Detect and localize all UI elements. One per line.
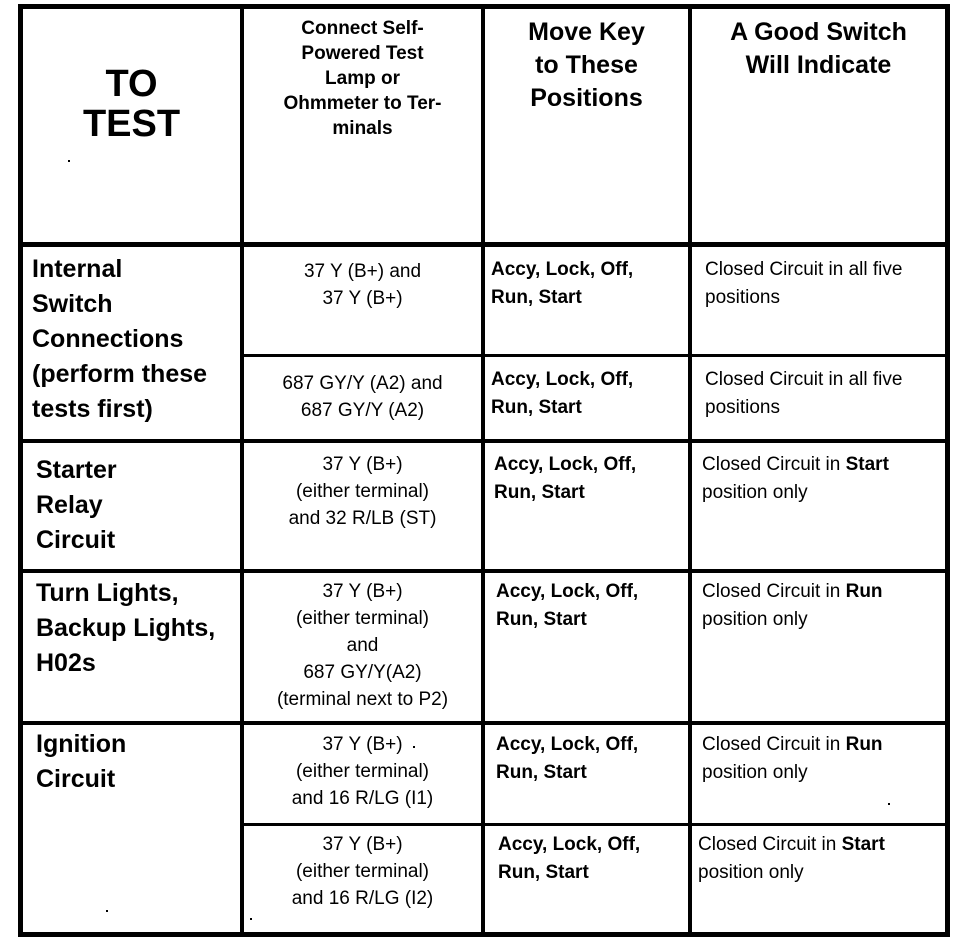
indicate-line xyxy=(698,831,945,859)
terminals-cell xyxy=(244,731,481,812)
indicate-cell xyxy=(705,256,945,312)
row-label-line: Relay xyxy=(36,491,103,519)
row-label-ignition xyxy=(36,727,240,797)
terminals-cell xyxy=(244,451,481,532)
row-label-line: tests first) xyxy=(32,395,153,423)
terminals-cell xyxy=(244,831,481,912)
table-border-right xyxy=(945,4,950,937)
terminals-line: (either terminal) xyxy=(295,608,430,629)
indicate-line: position only xyxy=(702,762,808,783)
header-connect-line: Connect Self- xyxy=(301,18,424,39)
indicate-cell xyxy=(702,578,945,634)
terminals-line: 687 GY/Y (A2) and xyxy=(282,373,443,394)
header-connect-line: Ohmmeter to Ter- xyxy=(283,93,442,114)
row-label-line: Switch xyxy=(32,290,113,318)
indicate-line xyxy=(702,451,945,479)
row-label-line: H02s xyxy=(36,649,96,677)
indicate-line: position only xyxy=(698,862,804,883)
positions-line: Accy, Lock, Off, xyxy=(491,259,634,280)
indicate-line: positions xyxy=(705,287,780,308)
header-divider xyxy=(18,242,950,247)
row-label-line: Connections xyxy=(32,325,184,353)
positions-line: Accy, Lock, Off, xyxy=(496,581,639,602)
header-to-test-line: TO xyxy=(105,63,158,105)
positions-line: Accy, Lock, Off, xyxy=(494,454,637,475)
indicate-prefix: Closed Circuit in xyxy=(702,734,846,755)
indicate-line: Closed Circuit in all five xyxy=(705,259,903,280)
print-speck xyxy=(250,918,252,920)
terminals-line: and 16 R/LG (I2) xyxy=(291,888,434,909)
row-label-line: (perform these xyxy=(32,360,208,388)
header-connect-line: Powered Test xyxy=(301,43,424,64)
header-good-switch-line: A Good Switch xyxy=(730,18,907,46)
terminals-line: 687 GY/Y(A2) xyxy=(303,662,422,683)
row-divider-3 xyxy=(18,721,950,725)
row-label-line: Circuit xyxy=(36,526,116,554)
terminals-line: 37 Y (B+) xyxy=(322,454,403,475)
positions-cell xyxy=(491,256,686,312)
row-label-line: Turn Lights, xyxy=(36,579,179,607)
header-to-test-line: TEST xyxy=(82,103,181,145)
header-move-key-line: to These xyxy=(535,51,638,79)
row-label-line: Starter xyxy=(36,456,117,484)
row-label-line: Ignition xyxy=(36,730,127,758)
positions-line: Run, Start xyxy=(496,609,587,630)
indicate-cell xyxy=(702,731,945,787)
indicate-position: Run xyxy=(845,581,883,602)
indicate-cell xyxy=(702,451,945,507)
sub-divider-internal xyxy=(240,354,950,357)
header-good-switch-line: Will Indicate xyxy=(745,51,892,79)
positions-cell xyxy=(491,366,686,422)
col-divider-2 xyxy=(481,4,485,937)
terminals-line: 37 Y (B+) xyxy=(322,581,403,602)
terminals-line: (either terminal) xyxy=(295,861,430,882)
terminals-line: (terminal next to P2) xyxy=(276,689,449,710)
positions-cell xyxy=(494,451,686,507)
terminals-line: and 32 R/LB (ST) xyxy=(288,508,437,529)
row-label-starter-relay xyxy=(36,453,240,558)
print-speck xyxy=(68,160,70,162)
positions-cell xyxy=(496,578,686,634)
terminals-line: 37 Y (B+) xyxy=(322,288,403,309)
terminals-cell xyxy=(244,370,481,424)
terminals-line: 37 Y (B+) xyxy=(322,734,403,755)
indicate-line xyxy=(702,731,945,759)
header-connect-line: minals xyxy=(332,118,393,139)
positions-line: Run, Start xyxy=(491,287,582,308)
sub-divider-ignition xyxy=(240,823,950,826)
positions-line: Accy, Lock, Off, xyxy=(498,834,641,855)
row-label-internal-switch xyxy=(32,252,240,427)
indicate-line: positions xyxy=(705,397,780,418)
positions-line: Run, Start xyxy=(494,482,585,503)
indicate-position: Run xyxy=(845,734,883,755)
header-connect-line: Lamp or xyxy=(325,68,400,89)
indicate-prefix: Closed Circuit in xyxy=(702,454,846,475)
header-to-test xyxy=(23,64,240,144)
col-divider-3 xyxy=(688,4,692,937)
indicate-line xyxy=(702,578,945,606)
terminals-line: 37 Y (B+) xyxy=(322,834,403,855)
row-divider-1 xyxy=(18,439,950,443)
header-move-key-line: Move Key xyxy=(528,18,645,46)
positions-line: Run, Start xyxy=(491,397,582,418)
positions-line: Accy, Lock, Off, xyxy=(496,734,639,755)
print-speck xyxy=(106,910,108,912)
terminals-cell xyxy=(244,258,481,312)
row-divider-2 xyxy=(18,569,950,573)
terminals-line: (either terminal) xyxy=(295,761,430,782)
row-label-line: Backup Lights, xyxy=(36,614,216,642)
indicate-cell xyxy=(705,366,945,422)
positions-line: Run, Start xyxy=(498,862,589,883)
header-connect xyxy=(244,16,481,141)
indicate-line: position only xyxy=(702,482,808,503)
print-speck xyxy=(888,803,890,805)
positions-cell xyxy=(496,731,686,787)
header-move-key xyxy=(485,16,688,115)
terminals-line: 37 Y (B+) and xyxy=(303,261,422,282)
positions-line: Accy, Lock, Off, xyxy=(491,369,634,390)
terminals-cell xyxy=(244,578,481,713)
terminals-line: 687 GY/Y (A2) xyxy=(300,400,425,421)
terminals-line: (either terminal) xyxy=(295,481,430,502)
indicate-position: Start xyxy=(845,454,889,475)
positions-line: Run, Start xyxy=(496,762,587,783)
row-label-line: Circuit xyxy=(36,765,116,793)
positions-cell xyxy=(498,831,686,887)
row-label-line: Internal xyxy=(32,255,123,283)
indicate-line: Closed Circuit in all five xyxy=(705,369,903,390)
header-good-switch xyxy=(692,16,945,82)
indicate-cell xyxy=(698,831,945,887)
terminals-line: and 16 R/LG (I1) xyxy=(291,788,434,809)
row-label-turn-lights xyxy=(36,576,240,681)
indicate-prefix: Closed Circuit in xyxy=(698,834,842,855)
header-move-key-line: Positions xyxy=(530,84,643,112)
indicate-prefix: Closed Circuit in xyxy=(702,581,846,602)
terminals-line: and xyxy=(346,635,379,656)
indicate-position: Start xyxy=(841,834,885,855)
indicate-line: position only xyxy=(702,609,808,630)
